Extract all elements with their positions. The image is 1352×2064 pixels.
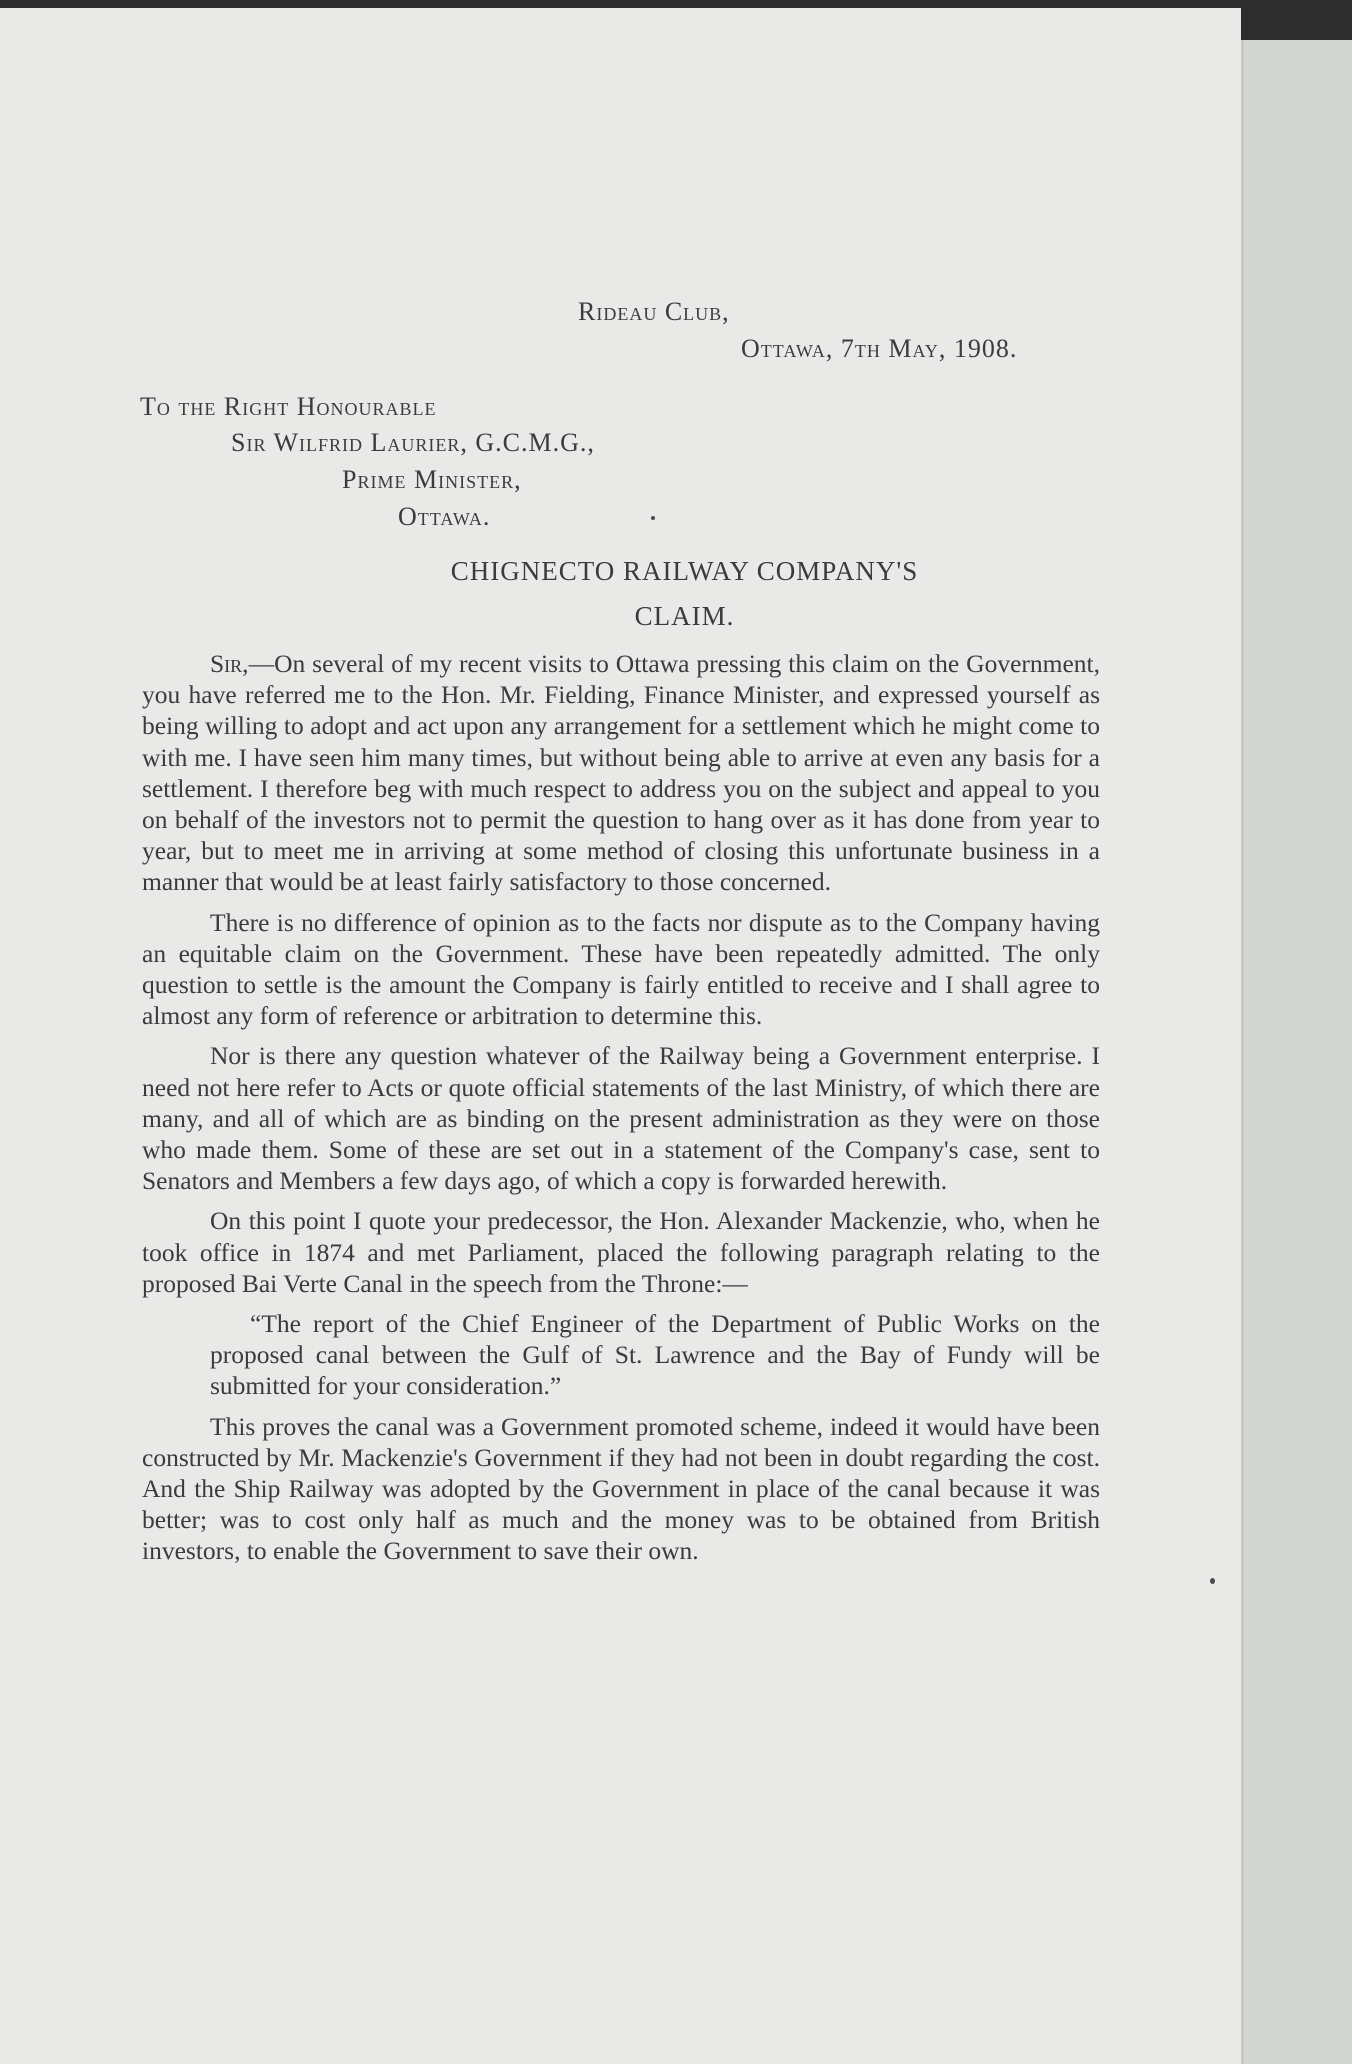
addressee-line-4: Ottawa. bbox=[398, 502, 491, 531]
letter-body bbox=[142, 648, 1100, 1576]
paragraph-3: Nor is there any question whatever of the Railway being a Government enterprise. I need not here refer to Acts or quote official statements of the last Ministry, of which there are many, and all of which are as binding on the present administration as they were on those who made them. Some of these are set out in a statement of the Company's case, sent to Senators and Members a few days ago, of which a copy is forwarded herewith. bbox=[142, 1041, 1100, 1196]
paragraph-2: There is no difference of opinion as to the facts nor dispute as to the Company having an equitable claim on the Government. These have been repeatedly admitted. The only question to settle is the amount the Company is fairly entitled to receive and I shall agree to almost any form of reference or arbitration to determine this. bbox=[142, 907, 1100, 1031]
paragraph-4: On this point I quote your predecessor, the Hon. Alexander Mackenzie, who, when he took office in 1874 and met Parliament, placed the following paragraph relating to the proposed Bai Verte Canal in the speech from the Throne:— bbox=[142, 1206, 1100, 1298]
letterhead-place: Rideau Club, bbox=[578, 297, 730, 326]
scan-top-border bbox=[0, 0, 1352, 8]
letterhead-date: Ottawa, 7th May, 1908. bbox=[741, 334, 1018, 363]
page-edge bbox=[1241, 0, 1244, 2064]
paragraph-5: This proves the canal was a Government promoted scheme, indeed it would have been constructed by Mr. Mackenzie's Government if they had not been in doubt regarding the cost. And the Ship Railway was adopted by the Government in place of the canal because it was better; was to cost only half as much and the money was to be obtained from British investors, to enable the Government to save their own. bbox=[142, 1411, 1100, 1566]
addressee-line-3: Prime Minister, bbox=[342, 465, 522, 494]
paragraph-1 bbox=[142, 648, 1100, 898]
ink-speck bbox=[1210, 1578, 1215, 1584]
scan-corner-shadow bbox=[1241, 0, 1352, 40]
addressee-line-2: Sir Wilfrid Laurier, G.C.M.G., bbox=[231, 428, 595, 457]
paragraph-1-text: —On several of my recent visits to Ottawa pressing this claim on the Government, you have referred me to the Hon. Mr. Fielding, Finance Minister, and expressed yourself as being willing to adopt and act upon any arrangement for a settlement which he might come to with me. I have seen him many times, but without being able to arrive at even any basis for a settlement. I therefore beg with much respect to address you on the subject and appeal to you on behalf of the investors not to permit the question to hang over as it has done from year to year, but to meet me in arriving at some method of closing this unfortunate business in a manner that would be at least fairly satisfactory to those concerned. bbox=[142, 649, 1100, 897]
letter-title-line-1: CHIGNECTO RAILWAY COMPANY'S bbox=[450, 556, 919, 586]
letter-title bbox=[0, 556, 1241, 587]
salutation: Sir, bbox=[210, 649, 249, 678]
addressee-line-1: To the Right Honourable bbox=[140, 392, 437, 421]
letter-page bbox=[0, 8, 1241, 2064]
ink-speck bbox=[651, 516, 655, 520]
letter-title-line-2: CLAIM. bbox=[634, 601, 735, 631]
scan-right-margin bbox=[1241, 0, 1352, 2064]
block-quote: “The report of the Chief Engineer of the Department of Public Works on the proposed canal between the Gulf of St. Lawrence and the Bay of Fundy will be submitted for your consideration.” bbox=[210, 1309, 1100, 1401]
letter-title-continued bbox=[0, 601, 1241, 632]
